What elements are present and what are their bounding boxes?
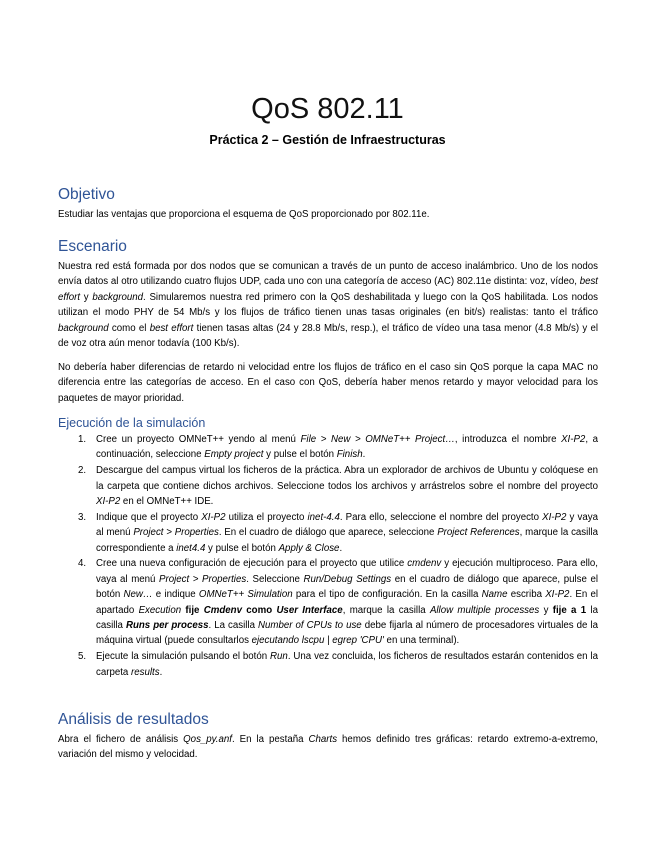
text-span: . Seleccione [246,573,304,585]
text-span-italic: Project > Properties [159,573,247,585]
text-span-italic: Run [270,651,288,663]
text-span-italic: Project References [437,527,520,539]
text-span-italic: OMNeT++ Simulation [198,589,293,601]
list-number: 2. [78,465,87,477]
heading-analisis: Análisis de resultados [58,711,209,728]
text-span: tienen tasas altas (24 y 28.8 Mb/s, resp.), el tráfico de vídeo una tasa menor (4.8 Mb/s) y el de voz otra aún menor todavía (100 Kb/s). [58,322,598,350]
text-span-italic: Name [481,589,508,601]
text-span-italic: Finish [336,449,363,461]
text-span-italic: background [92,291,144,303]
text-span: . Una vez concluida, los ficheros de resultados estarán contenidos en la carpeta [96,651,598,678]
escenario-paragraph-1 [58,259,598,351]
objetivo-text: Estudiar las ventajas que proporciona el esquema de QoS proporcionado por 802.11e. [58,209,430,220]
text-span: escriba [507,589,546,601]
text-span-italic: background [58,322,109,334]
text-span-italic: XI-P2 [545,589,570,601]
text-span: Indique que el proyecto [96,511,202,523]
text-span-italic: XI-P2 [201,511,226,523]
text-span: . [159,666,163,678]
text-span: . Simularemos nuestra red primero con la QoS deshabilitada y luego con la QoS habilitada. Los nodos utilizan el modo PHY de 54 Mb/s y los flujos de tráfico tienen unas tasas originales (en bit/s) realistas: tanto el tráfico [58,291,598,319]
text-span: e indique [152,589,199,601]
list-item [58,556,598,648]
text-span-bold: fije [181,604,204,616]
list-item [58,463,598,509]
analisis-text [58,732,598,763]
text-span: . [362,449,366,461]
text-span: en una terminal). [383,635,460,647]
text-span-italic: Apply & Close [278,542,340,554]
text-span: Nuestra red está formada por dos nodos que se comunican a través de un punto de acceso inalámbrico. Uno de los nodos envía datos al otro utilizando cuatro flujos UDP, cada uno con una categoría de acceso (AC) 802.11e distinta: voz, vídeo, [58,261,598,288]
text-span-italic: File > New > OMNeT++ Project… [300,434,455,445]
heading-ejecucion: Ejecución de la simulación [58,416,206,430]
text-span-italic: cmdenv [407,558,442,570]
text-span: y pulse el botón [263,449,337,461]
text-span: hemos definido tres gráficas: retardo extremo-a-extremo, variación del mismo y velocidad. [58,734,598,761]
text-span-italic: Execution [138,604,182,616]
text-span-bold: como [241,604,277,616]
text-span: . Para ello, seleccione el nombre del proyecto [339,511,543,523]
text-span: Cree una nueva configuración de ejecución para el proyecto que utilice [96,558,408,570]
text-span: la casilla [96,604,598,632]
text-span: , a continuación, seleccione [96,434,598,461]
text-span: y pulse el botón [205,542,279,554]
list-number: 1. [78,434,87,445]
text-span-italic: ejecutando lscpu | egrep 'CPU' [251,635,384,647]
text-span: como el [108,322,150,334]
text-span: en el cuadro de diálogo que aparece, pulse el botón [96,573,598,601]
list-number: 3. [78,511,87,523]
text-span: y [539,604,553,616]
text-span: Ejecute la simulación pulsando el botón [96,651,271,663]
text-span-bold: fije a 1 [552,604,587,616]
text-span: y ejecución multiproceso. Para ello, vaya al menú [96,558,598,585]
text-span-italic: Charts [308,734,338,745]
text-span: utiliza el proyecto [225,511,308,523]
text-span-italic: Number of CPUs to use [258,620,362,632]
text-span-italic: Project > Properties [133,527,219,539]
text-span: , marque la casilla correspondiente a [96,527,598,554]
escenario-paragraph-2: No debería haber diferencias de retardo ni velocidad entre los flujos de tráfico en el caso sin QoS porque la capa MAC no diferencia entre las categorías de acceso. En el caso con QoS, debería haber menos retardo y mayor velocidad para los paquetes de mayor prioridad. [58,362,598,404]
list-number: 4. [78,558,87,570]
text-span: . La casilla [208,620,259,632]
list-item [58,510,598,556]
text-span: , marque la casilla [342,604,430,616]
text-span: . [339,542,343,554]
text-span-italic: User Interface [276,604,343,616]
text-span-italic: Allow multiple processes [429,604,540,616]
text-span: debe fijarla al número de procesadores virtuales de la máquina virtual (puede consultarlos [96,620,598,647]
text-span-italic: XI-P2 [96,496,121,508]
text-span-italic: inet-4.4 [307,511,340,523]
text-span: . En el cuadro de diálogo que aparece, seleccione [218,527,438,539]
text-span-italic: best effort [149,322,194,334]
text-span-italic: New… [123,589,153,601]
text-span-italic: Cmdenv [203,604,242,616]
text-span-italic: XI-P2 [542,511,567,523]
text-span: . En la pestaña [231,734,309,745]
list-number: 5. [78,651,87,663]
steps-list [58,432,598,680]
text-span: para el tipo de configuración. En la casilla [292,589,482,601]
text-span: , introduzca el nombre [454,434,562,445]
heading-escenario: Escenario [58,238,127,255]
document-title: QoS 802.11 [251,93,404,125]
text-span: y [80,291,93,303]
text-span-italic: Run/Debug Settings [303,573,392,585]
text-span-italic: best effort [58,276,598,303]
text-span-italic: Qos_py.anf [183,734,232,745]
text-span: . En el apartado [96,589,598,616]
text-span-italic: XI-P2 [561,434,586,445]
document-subtitle: Práctica 2 – Gestión de Infraestructuras [209,133,446,147]
text-span: y vaya al menú [96,511,598,539]
text-span: Descargue del campus virtual los ficheros de la práctica. Abra un explorador de archivos de Ubuntu y colóquese en la carpeta que contiene dichos archivos. Seleccione todos los archivos y arrástrelos sobre el nombre del proyecto [96,465,598,492]
text-span-italic: Empty project [204,449,264,461]
text-span-italic: inet4.4 [176,542,206,554]
text-span-italic: results [131,666,160,678]
list-item [58,649,598,680]
text-span: Cree un proyecto OMNeT++ yendo al menú [96,434,301,445]
list-item [58,432,598,463]
text-span: en el OMNeT++ IDE. [120,496,214,508]
heading-objetivo: Objetivo [58,186,115,203]
text-span-italic: Runs per process [125,620,209,632]
text-span: Abra el fichero de análisis [58,734,184,745]
